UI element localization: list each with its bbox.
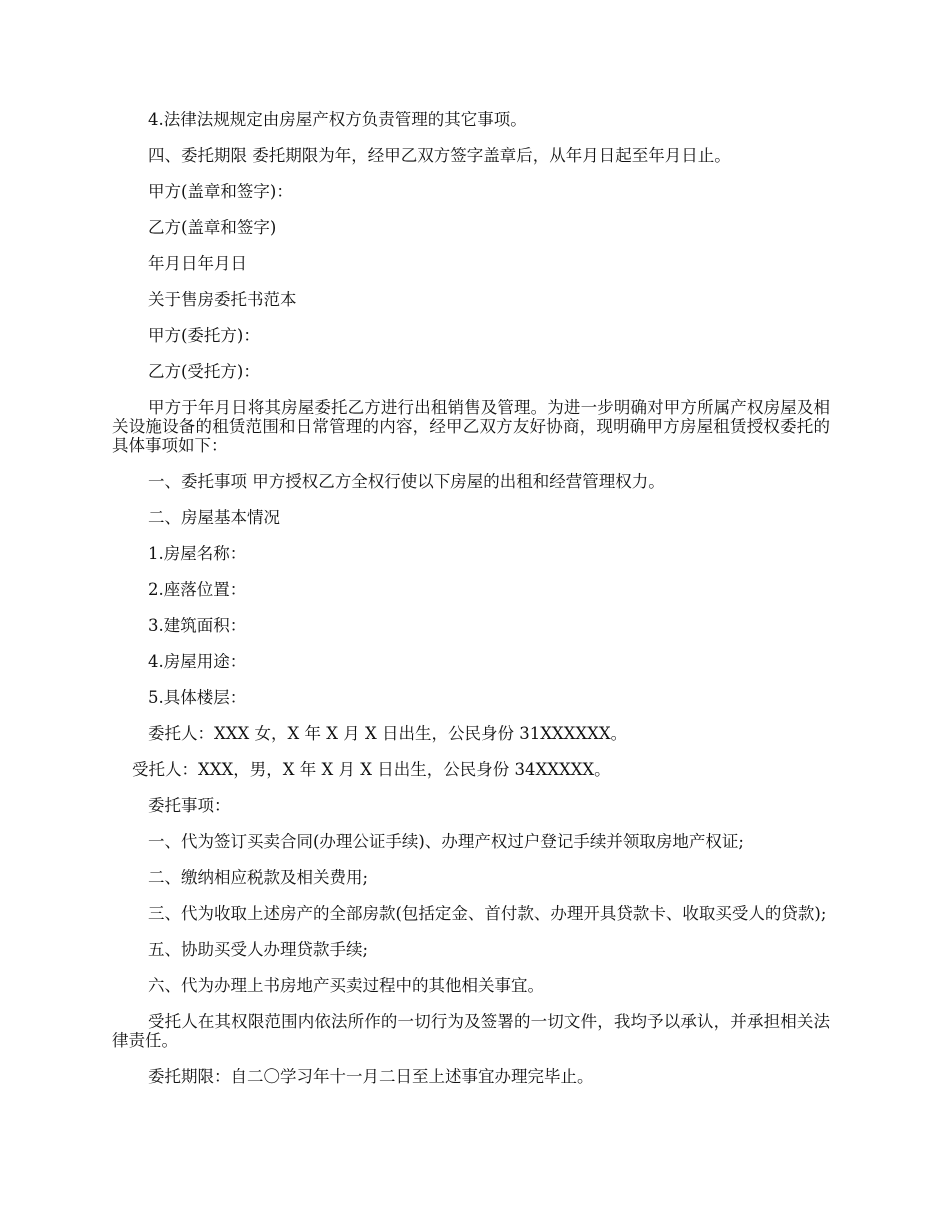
document-body — [112, 110, 830, 1103]
party-a-signature-line: 甲方(盖章和签字)： — [148, 182, 293, 201]
floor-field: 5.具体楼层： — [148, 688, 247, 707]
clause-item-4-other-matters: 4.法律法规规定由房屋产权方负责管理的其它事项。 — [148, 110, 527, 129]
entrusted-matters-heading: 委托事项： — [148, 796, 231, 815]
matter-two-taxes: 二、缴纳相应税款及相关费用; — [148, 868, 369, 887]
signature-date-line: 年月日年月日 — [148, 254, 247, 273]
building-area-field: 3.建筑面积： — [148, 616, 247, 635]
matter-three-payment: 三、代为收取上述房产的全部房款(包括定金、首付款、办理开具贷款卡、收取买受人的贷款); — [148, 904, 827, 923]
house-name-field: 1.房屋名称： — [148, 544, 247, 563]
party-b-signature-line: 乙方(盖章和签字) — [148, 218, 277, 237]
liability-statement: 受托人在其权限范围内依法所作的一切行为及签署的一切文件，我均予以承认，并承担相关法律责任。 — [112, 1012, 830, 1050]
party-b-entrusted-line: 乙方(受托方)： — [148, 362, 260, 381]
matter-six-other: 六、代为办理上书房地产买卖过程中的其他相关事宜。 — [148, 976, 544, 995]
house-location-field: 2.座落位置： — [148, 580, 247, 599]
matter-one-contract: 一、代为签订买卖合同(办理公证手续)、办理产权过户登记手续并领取房地产权证; — [148, 832, 744, 851]
agent-info: 受托人：XXX，男，X 年 X 月 X 日出生，公民身份 34XXXXX。 — [132, 760, 611, 779]
principal-info: 委托人：XXX 女，X 年 X 月 X 日出生，公民身份 31XXXXXX。 — [148, 724, 628, 743]
party-a-entrusting-line: 甲方(委托方)： — [148, 326, 260, 345]
entrust-period-statement: 委托期限：自二〇学习年十一月二日至上述事宜办理完毕止。 — [148, 1067, 594, 1086]
section-two-house-info: 二、房屋基本情况 — [148, 508, 280, 527]
section-one-entrusted-matters: 一、委托事项 甲方授权乙方全权行使以下房屋的出租和经营管理权力。 — [148, 472, 665, 491]
template-title: 关于售房委托书范本 — [148, 290, 297, 309]
matter-five-loan: 五、协助买受人办理贷款手续; — [148, 940, 369, 959]
house-use-field: 4.房屋用途： — [148, 652, 247, 671]
section-four-entrust-term: 四、委托期限 委托期限为年，经甲乙双方签字盖章后，从年月日起至年月日止。 — [148, 146, 731, 165]
intro-paragraph: 甲方于年月日将其房屋委托乙方进行出租销售及管理。为进一步明确对甲方所属产权房屋及相关设施设备的租赁范围和日常管理的内容，经甲乙双方友好协商，现明确甲方房屋租赁授权委托的具体事项如下： — [112, 398, 830, 455]
